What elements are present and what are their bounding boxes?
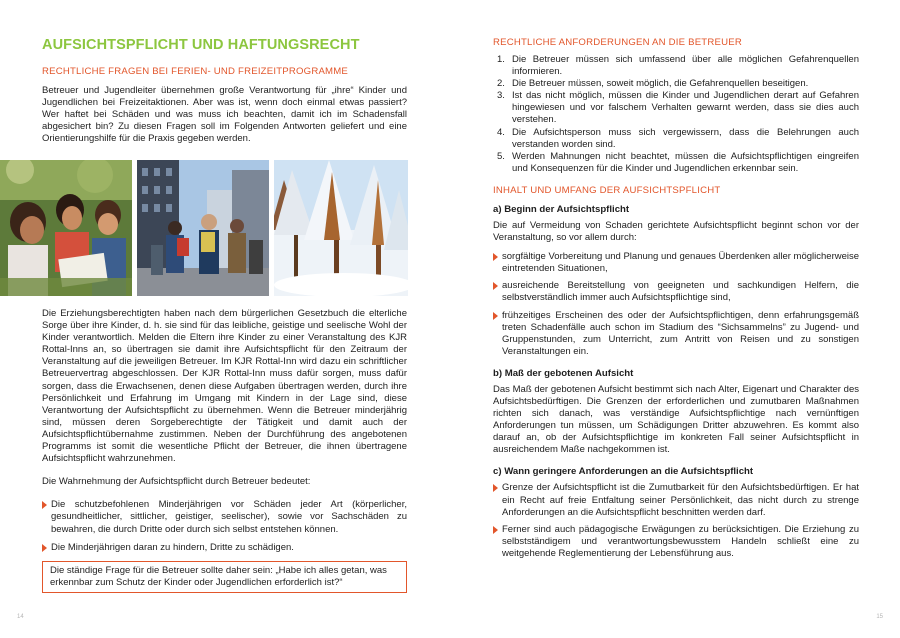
page-title: AUFSICHTSPFLICHT UND HAFTUNGSRECHT: [42, 37, 360, 53]
section-kicker: RECHTLICHE FRAGEN BEI FERIEN- UND FREIZEITPROGRAMME: [42, 66, 349, 77]
requirements-list: [493, 54, 859, 175]
bullet-list: [493, 251, 859, 358]
arrow-bullet-icon: [493, 484, 498, 492]
right-column: [493, 37, 859, 560]
key-question-box: [42, 561, 407, 593]
arrow-bullet-icon: [42, 544, 47, 552]
list-item: 1. Die Betreuer müssen sich umfassend über alle möglichen Gefahrenquellen informieren.: [497, 54, 859, 78]
paragraph: Die auf Vermeidung von Schaden gerichtete Aufsichtspflicht beginnt schon vor der Veranstaltung, so vor allem durch:: [493, 219, 859, 244]
section-kicker: RECHTLICHE ANFORDERUNGEN AN DIE BETREUER: [493, 37, 742, 48]
paragraph: Das Maß der gebotenen Aufsicht bestimmt sich nach Alter, Eigenart und Charakter des Aufsichtsbedürftigen. Die Grenzen der erforderlichen und zumutbaren Maßnahmen richten sich danach, was verständige Aufsichtspflichtige nach vernünftigen Anforderungen tun müssen, um Schädigungen Dritter abzuwehren. Es kommt also darauf an, ob der Aufsichtspflichtige im konkreten Fall seiner Aufsichtspflicht in ausreichendem Maße nachgekommen ist.: [493, 383, 859, 456]
page-number: 14: [17, 614, 24, 620]
list-item: Die Minderjährigen daran zu hindern, Dritte zu schädigen.: [42, 542, 407, 554]
subsection-title: c) Wann geringere Anforderungen an die Aufsichtspflicht: [493, 466, 754, 478]
arrow-bullet-icon: [493, 253, 498, 261]
list-item: sorgfältige Vorbereitung und Planung und genaues Überdenken aller möglicherweise eintretenden Situationen,: [493, 251, 859, 275]
intro-paragraph: Betreuer und Jugendleiter übernehmen große Verantwortung für „ihre“ Kinder und Jugendlichen bei Freizeitaktionen. Aber was ist, wenn doch einmal etwas passiert? Wer haftet bei Schäden und was muss ich beachten, damit ich im Schadensfall abgesichert bin? Zu diesen Fragen soll im Folgenden Antworten geliefert und eine Orientierungshilfe für die Praxis gegeben werden.: [42, 85, 407, 145]
bullet-list: [493, 482, 859, 560]
list-item: frühzeitiges Erscheinen des oder der Aufsichtspflichtigen, denn erfahrungsgemäß treten Schadenfälle auch schon im Stadium des “Sichsammelns” zu Jugend- und Gruppenstunden, zum Unterricht, zum Antritt von Reisen und zu sonstigen Veranstaltungen ein.: [493, 310, 859, 358]
left-body: [42, 308, 407, 593]
list-item: 2. Die Betreuer müssen, soweit möglich, die Gefahrenquellen beseitigen.: [497, 78, 809, 90]
key-question-text: Die ständige Frage für die Betreuer sollte daher sein: „Habe ich alles getan, was erkennbar zum Schutz der Kinder oder Jugendlichen erforderlich ist?“: [50, 564, 387, 588]
duties-list: [42, 499, 407, 553]
right-page: [450, 0, 900, 638]
list-item: 3. Ist das nicht möglich, müssen die Kinder und Jugendlichen derart auf Gefahren hingewiesen und vor falschem Verhalten gewarnt werden, dass sie dies auch verstehen.: [497, 90, 859, 126]
list-item: Die schutzbefohlenen Minderjährigen vor Schäden jeder Art (körperlicher, gesundheitlicher, sittlicher, geistiger, seelischer), sowie vor Sachschäden zu bewahren, die durch Dritte oder durch sich selbst entstehen können.: [42, 499, 407, 535]
photo-children-reading: [0, 160, 132, 296]
photo-strip: [0, 160, 408, 296]
list-item: 5. Werden Mahnungen nicht beachtet, müssen die Aufsichtspflichtigen eingreifen und Konsequenzen für die Kinder und Jugendlichen erkennbar sein.: [497, 150, 859, 174]
subsection-title: a) Beginn der Aufsichtspflicht: [493, 203, 630, 215]
arrow-bullet-icon: [42, 501, 47, 509]
lead-paragraph: Die Wahrnehmung der Aufsichtspflicht durch Betreuer bedeutet:: [42, 476, 311, 488]
photo-group-city: [137, 160, 269, 296]
arrow-bullet-icon: [493, 282, 498, 290]
arrow-bullet-icon: [493, 526, 498, 534]
body-paragraph: Die Erziehungsberechtigten haben nach dem bürgerlichen Gesetzbuch die elterliche Sorge über ihre Kinder, d. h. sie sind für das leibliche, geistige und seelische Wohl der Kinder verantwortlich. Melden die Eltern ihre Kinder zu einer Veranstaltung des KJR Rottal-Inns an, so übertragen sie damit ihre Aufsichtspflicht für den Zeitraum der Veranstaltung auf die jeweiligen Betreuer. Im KJR Rottal-Inn wird dazu ein schriftlicher Betreuervertrag abgeschlossen. Der KJR Rottal-Inn muss dafür sorgen, muss dafür sorgen, dass die Erwachsenen, denen diese Aufgaben übertragen werden, durch ihre Persönlichkeit und Erfahrung im Umgang mit Kindern in der Lage sind, diese Verantwortung der Aufsichtspflicht zu übernehmen. Wenn die Betreuer minderjährig sind, müssen deren Sorgeberechtigte der Tätigkeit und damit auch der Aufsichtspflichtübernahme zustimmen. Neben der Durchführung des angebotenen Programms ist somit die wesentliche Pflicht der Betreuer, die ihnen übertragene Aufsichtspflicht wahrzunehmen.: [42, 308, 407, 465]
photo-snow-forest: [274, 160, 408, 296]
subsection-title: b) Maß der gebotenen Aufsicht: [493, 367, 634, 379]
list-item: Grenze der Aufsichtspflicht ist die Zumutbarkeit für den Aufsichtsbedürftigen. Er hat ein Recht auf freie Entfaltung seiner Persönlichkeit, das nicht durch zu strenge Anforderungen an die Aufsichtspflicht beschnitten werden darf.: [493, 482, 859, 518]
list-item: 4. Die Aufsichtsperson muss sich vergewissern, dass die Belehrungen auch verstanden worden sind.: [497, 126, 859, 150]
list-item: Ferner sind auch pädagogische Erwägungen zu berücksichtigen. Die Erziehung zu selbstständigem und verantwortungsbewusstem Handeln schließt eine zu weitgehende Reglementierung der Lebensführung aus.: [493, 524, 859, 560]
page-number: 15: [876, 614, 883, 620]
list-item: ausreichende Bereitstellung von geeigneten und sachkundigen Helfern, die selbstverständlich immer auch Aufsichtspflichtige sind,: [493, 280, 859, 304]
arrow-bullet-icon: [493, 312, 498, 320]
section-kicker: INHALT UND UMFANG DER AUFSICHTSPFLICHT: [493, 184, 721, 196]
left-column: [42, 37, 407, 145]
